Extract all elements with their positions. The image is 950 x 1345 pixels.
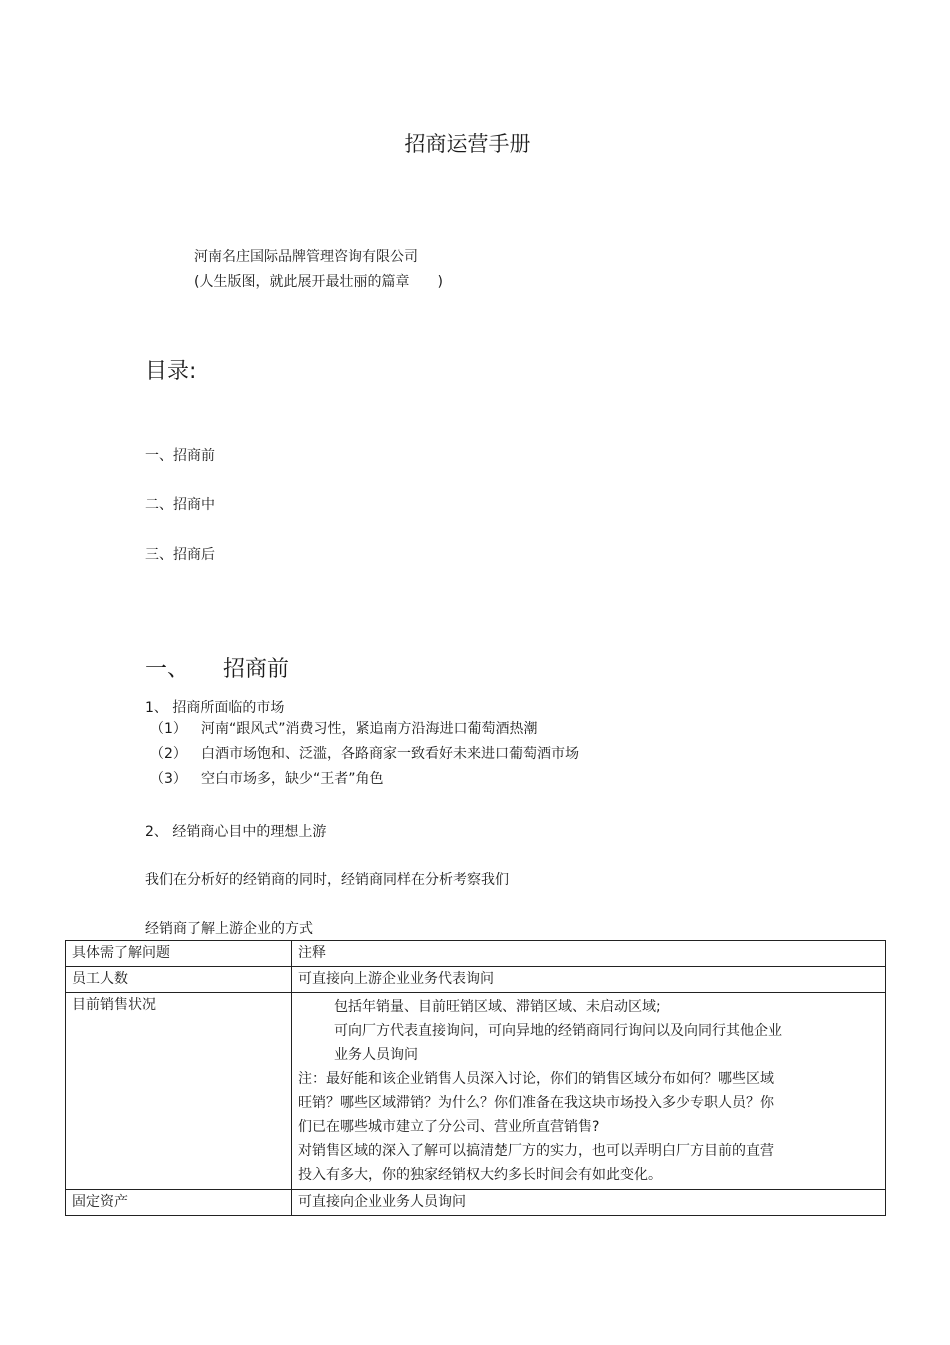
note-line: 注：最好能和该企业销售人员深入讨论，你们的销售区域分布如何？哪些区域 (298, 1071, 774, 1087)
table-row (66, 1190, 886, 1216)
inquiry-table (65, 940, 886, 1216)
list-item-text: 空白市场多，缺少“王者”角色 (201, 771, 384, 787)
question-cell: 固定资产 (66, 1190, 292, 1216)
subsection-heading: 1、 招商所面临的市场 (145, 700, 285, 716)
table-header-cell: 注释 (292, 941, 886, 967)
note-line: 对销售区域的深入了解可以搞清楚厂方的实力，也可以弄明白厂方目前的直营 (298, 1143, 774, 1159)
section-heading (145, 652, 289, 683)
list-item-number: （1） (150, 721, 187, 737)
section-title: 招商前 (223, 657, 290, 682)
table-caption: 经销商了解上游企业的方式 (145, 921, 313, 937)
list-item-number: （2） (150, 746, 187, 762)
list-item (0, 718, 950, 738)
note-cell (292, 1190, 886, 1216)
note-cell (292, 993, 886, 1190)
list-item (0, 768, 950, 788)
toc-item: 一、招商前 (145, 448, 215, 464)
question-cell: 员工人数 (66, 967, 292, 993)
list-item-number: （3） (150, 771, 187, 787)
note-line: 可直接向上游企业业务代表询问 (298, 971, 494, 987)
list-item-text: 河南“跟风式”消费习性，紧追南方沿海进口葡萄酒热潮 (201, 721, 538, 737)
company-name: 河南名庄国际品牌管理咨询有限公司 (194, 249, 418, 265)
table-row (66, 967, 886, 993)
note-line: 可向厂方代表直接询问，可向异地的经销商同行询问以及向同行其他企业 (334, 1023, 782, 1039)
toc-heading: 目录: (145, 359, 197, 384)
document-subtitle: (人生版图，就此展开最壮丽的篇章 ) (194, 274, 443, 290)
toc-item: 三、招商后 (145, 547, 215, 563)
note-cell (292, 967, 886, 993)
note-line: 包括年销量、目前旺销区域、滞销区域、未启动区域; (334, 999, 661, 1015)
toc-item: 二、招商中 (145, 497, 215, 513)
question-cell: 目前销售状况 (66, 993, 292, 1190)
table-header-cell: 具体需了解问题 (66, 941, 292, 967)
section-number: 一、 (145, 657, 190, 682)
note-line: 们已在哪些城市建立了分公司、营业所直营销售? (298, 1119, 600, 1135)
table-row (66, 993, 886, 1190)
paragraph: 我们在分析好的经销商的同时，经销商同样在分析考察我们 (145, 872, 509, 888)
subsection-heading: 2、 经销商心目中的理想上游 (145, 824, 327, 840)
list-item (0, 743, 950, 763)
note-line: 业务人员询问 (334, 1047, 418, 1063)
table-header-row (66, 941, 886, 967)
document-title: 招商运营手册 (404, 132, 531, 156)
note-line: 旺销？哪些区域滞销？为什么？你们准备在我这块市场投入多少专职人员？你 (298, 1095, 774, 1111)
note-line: 投入有多大，你的独家经销权大约多长时间会有如此变化。 (298, 1167, 662, 1183)
list-item-text: 白酒市场饱和、泛滥，各路商家一致看好未来进口葡萄酒市场 (201, 746, 579, 762)
note-line: 可直接向企业业务人员询问 (298, 1194, 466, 1210)
